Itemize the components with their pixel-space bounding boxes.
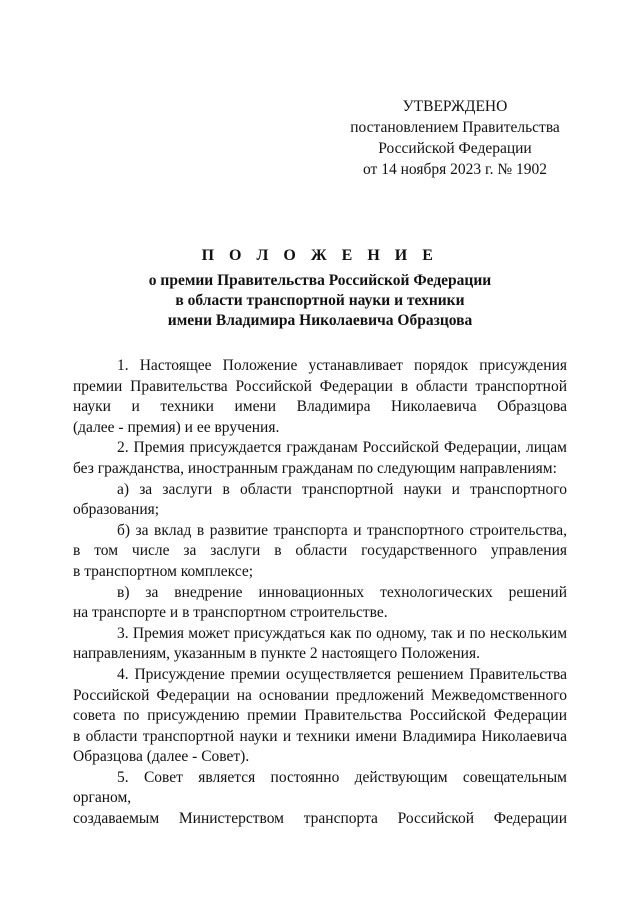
approval-date-line: от 14 ноября 2023 г. № 1902 bbox=[363, 161, 547, 178]
paragraph-2c bbox=[73, 583, 567, 624]
text-line: Российской Федерации на основании предложений Межведомственного bbox=[73, 686, 567, 704]
document-body bbox=[73, 356, 567, 830]
text-line: в транспортном комплексе; bbox=[73, 562, 254, 580]
text-line: Образцова (далее - Совет). bbox=[73, 748, 250, 766]
paragraph-2 bbox=[73, 438, 567, 479]
paragraph-4 bbox=[73, 665, 567, 768]
text-line: образования; bbox=[73, 501, 160, 519]
paragraph-3 bbox=[73, 624, 567, 665]
paragraph-2a bbox=[73, 480, 567, 521]
subtitle-line: в области транспортной науки и техники bbox=[175, 292, 465, 309]
text-line: б) за вклад в развитие транспорта и транспортного строительства, bbox=[117, 521, 567, 539]
text-line: а) за заслуги в области транспортной науки и транспортного bbox=[117, 480, 567, 498]
text-line: в) за внедрение инновационных технологических решений bbox=[117, 583, 567, 601]
subtitle-line: имени Владимира Николаевича Образцова bbox=[167, 312, 473, 329]
text-line: науки и техники имени Владимира Николаевича Образцова bbox=[73, 398, 567, 416]
text-line: 2. Премия присуждается гражданам Российской Федерации, лицам bbox=[117, 439, 567, 457]
approval-line: Российской Федерации bbox=[378, 140, 532, 157]
approval-stamp bbox=[340, 96, 570, 180]
text-line: (далее - премия) и ее вручения. bbox=[73, 418, 280, 436]
text-line: создаваемым Министерством транспорта Российской Федерации bbox=[73, 810, 567, 828]
text-line: направлениям, указанным в пункте 2 настоящего Положения. bbox=[73, 645, 480, 663]
text-line: 4. Присуждение премии осуществляется решением Правительства bbox=[117, 665, 567, 683]
text-line: 5. Совет является постоянно действующим совещательным органом, bbox=[73, 768, 567, 807]
text-line: премии Правительства Российской Федерации в области транспортной bbox=[73, 377, 567, 395]
text-line: в том числе за заслуги в области государственного управления bbox=[73, 542, 567, 560]
approval-heading: УТВЕРЖДЕНО bbox=[402, 98, 508, 115]
document-subtitle bbox=[0, 271, 640, 331]
text-line: 3. Премия может присуждаться как по одному, так и по нескольким bbox=[117, 624, 567, 642]
text-line: на транспорте и в транспортном строительстве. bbox=[73, 604, 388, 622]
paragraph-5 bbox=[73, 768, 567, 830]
document-title: П О Л О Ж Е Н И Е bbox=[201, 247, 439, 264]
text-line: в области транспортной науки и техники имени Владимира Николаевича bbox=[73, 727, 567, 745]
text-line: совета по присуждению премии Правительства Российской Федерации bbox=[73, 707, 567, 725]
text-line: 1. Настоящее Положение устанавливает порядок присуждения bbox=[117, 357, 567, 374]
subtitle-line: о премии Правительства Российской Федерации bbox=[148, 272, 492, 289]
paragraph-1 bbox=[73, 356, 567, 438]
approval-line: постановлением Правительства bbox=[350, 119, 560, 136]
paragraph-2b bbox=[73, 521, 567, 583]
text-line: без гражданства, иностранным гражданам по следующим направлениям: bbox=[73, 459, 557, 477]
